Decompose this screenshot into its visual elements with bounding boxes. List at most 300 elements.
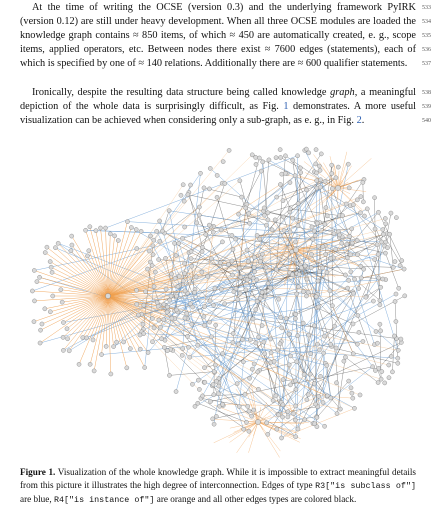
graph-node [323,222,327,226]
graph-node [355,198,359,202]
graph-node [266,211,270,215]
graph-node [134,288,138,292]
graph-node [213,286,217,290]
graph-node [195,221,199,225]
graph-node [207,223,211,227]
graph-node [236,212,240,216]
graph-node [150,340,154,344]
graph-node [198,171,202,175]
graph-node [211,230,215,234]
graph-node [279,315,283,319]
graph-node [388,232,392,236]
graph-node [397,286,401,290]
graph-node [274,394,278,398]
graph-node [259,169,263,173]
graph-node [325,214,329,218]
graph-node [251,317,255,321]
graph-node [237,404,241,408]
graph-node [109,372,113,376]
graph-node [219,287,223,291]
graph-node [151,252,155,256]
graph-node [244,206,248,210]
graph-node [212,393,216,397]
graph-node [396,361,400,365]
graph-edge [361,266,393,267]
graph-node [384,240,388,244]
graph-node [252,265,256,269]
graph-node [152,326,156,330]
graph-node [361,200,365,204]
graph-node [294,404,298,408]
graph-node [182,199,186,203]
graph-node [307,151,311,155]
graph-node [299,266,303,270]
graph-node [219,228,223,232]
graph-node [296,427,300,431]
graph-node [364,295,368,299]
graph-node [295,154,299,158]
graph-node [179,193,183,197]
graph-node [299,170,303,174]
graph-node [373,368,377,372]
graph-edge [71,251,108,296]
graph-node [153,270,157,274]
graph-node [314,162,318,166]
graph-node [315,415,319,419]
graph-node [361,180,365,184]
graph-node [147,249,151,253]
graph-node [138,333,142,337]
graph-node [337,233,341,237]
graph-edge [392,336,394,372]
graph-node [263,294,267,298]
graph-node [144,290,148,294]
graph-node [373,227,377,231]
graph-node [365,207,369,211]
graph-node [347,186,351,190]
graph-node [186,193,190,197]
graph-node [129,225,133,229]
graph-node [294,387,298,391]
graph-node [196,378,200,382]
graph-node [343,355,347,359]
graph-node [330,163,334,167]
graph-node [157,318,161,322]
graph-node [330,304,334,308]
graph-node [164,287,168,291]
graph-node [255,278,259,282]
graph-node [157,257,161,261]
graph-node [328,289,332,293]
graph-node [200,270,204,274]
graph-node [305,398,309,402]
graph-node [266,432,270,436]
graph-node [226,262,230,266]
knowledge-graph-figure [26,140,410,460]
graph-node [38,328,42,332]
caption-code-instance: R4["is instance of"] [53,495,155,505]
graph-node [334,247,338,251]
graph-node [346,286,350,290]
graph-node [362,214,366,218]
graph-node [174,253,178,257]
graph-node [347,379,351,383]
line-number: 533 [422,5,431,11]
graph-edge [319,307,332,346]
graph-node [323,179,327,183]
graph-node [355,238,359,242]
figure-ref-link-2[interactable]: 2 [356,115,362,126]
graph-node [292,412,296,416]
graph-node [375,243,379,247]
graph-node [265,421,269,425]
graph-node [272,359,276,363]
paragraph-text-2: , a meaningful depiction of the whole data is surprisingly difficult, as Fig. [20,87,416,112]
graph-node [231,273,235,277]
graph-node [194,275,198,279]
graph-node [345,242,349,246]
graph-node [165,349,169,353]
graph-node [254,307,258,311]
graph-node [81,335,85,339]
knowledge-graph-visualization [26,140,410,460]
graph-node [196,343,200,347]
graph-node [163,256,167,260]
graph-node [248,337,252,341]
graph-node [389,354,393,358]
graph-node [302,372,306,376]
graph-node [202,314,206,318]
graph-node [275,427,279,431]
graph-node [260,252,264,256]
graph-node [303,418,307,422]
graph-node [313,402,317,406]
graph-node [351,396,355,400]
graph-node [84,336,88,340]
caption-text-1: Visualization of the whole knowledge graph. While it is impossible to extract meaningful details from this picture it illustrates the high degree of interconnection. Edges of type [20,467,417,490]
graph-node [295,360,299,364]
graph-node [103,226,107,230]
graph-node [373,257,377,261]
graph-node [298,166,302,170]
graph-node [245,278,249,282]
graph-node [281,378,285,382]
graph-node [135,246,139,250]
graph-node [252,362,256,366]
graph-node [378,303,382,307]
graph-node [217,384,221,388]
graph-node [394,319,398,323]
graph-node [65,337,69,341]
graph-node [278,155,282,159]
graph-node [143,365,147,369]
graph-node [318,178,322,182]
graph-node [202,366,206,370]
graph-node [398,263,402,267]
graph-node [203,380,207,384]
graph-node [139,229,143,233]
graph-edge [309,188,338,206]
graph-node [238,291,242,295]
graph-node [159,337,163,341]
graph-node [192,290,196,294]
graph-node [239,195,243,199]
graph-node [218,261,222,265]
graph-node [304,188,308,192]
graph-node [307,333,311,337]
graph-node [151,244,155,248]
graph-node [396,348,400,352]
graph-node [371,299,375,303]
graph-node [83,228,87,232]
graph-node [65,327,69,331]
graph-node [99,352,103,356]
graph-node [182,261,186,265]
graph-node [266,281,270,285]
graph-node [286,415,290,419]
graph-edge [190,283,268,357]
graph-node [276,413,280,417]
graph-node [256,335,260,339]
graph-node [185,334,189,338]
graph-node [380,369,384,373]
graph-node [183,289,187,293]
graph-node [197,213,201,217]
graph-node [396,356,400,360]
graph-node [70,243,74,247]
graph-node [85,254,89,258]
graph-node [357,286,361,290]
graph-node [114,340,118,344]
graph-node [252,408,256,412]
graph-node [314,171,318,175]
paragraph-text-3: demonstrates. A more useful visualization can be achieved when considering only a sub-graph, as e. g., in Fig. [20,101,416,126]
graph-node [254,162,258,166]
graph-node [278,182,282,186]
graph-node [332,324,336,328]
graph-node [295,334,299,338]
graph-node [286,410,290,414]
graph-node [162,345,166,349]
graph-node [169,294,173,298]
graph-node [351,322,355,326]
graph-edge [212,386,251,416]
graph-node [269,286,273,290]
graph-node [49,265,53,269]
graph-node [394,292,398,296]
graph-node [308,372,312,376]
graph-node [359,264,363,268]
graph-node [220,240,224,244]
graph-node [301,290,305,294]
graph-node [221,351,225,355]
graph-node [352,277,356,281]
graph-node [59,288,63,292]
graph-node [264,223,268,227]
graph-node [134,227,138,231]
graph-node [351,291,355,295]
graph-node [200,249,204,253]
graph-node [293,418,297,422]
caption-text-2: are blue, [20,494,54,504]
graph-node [303,264,307,268]
graph-node [349,386,353,390]
graph-node [301,321,305,325]
graph-node [189,257,193,261]
graph-node [372,196,376,200]
graph-node [312,324,316,328]
graph-node [200,394,204,398]
graph-node [355,342,359,346]
graph-node [172,241,176,245]
graph-node [400,259,404,263]
graph-node [358,211,362,215]
graph-node [183,225,187,229]
graph-edge [323,353,324,402]
graph-node [375,341,379,345]
graph-node [329,396,333,400]
graph-node [387,376,391,380]
graph-node [374,329,378,333]
graph-node [231,331,235,335]
graph-edge [68,296,108,339]
graph-node [319,152,323,156]
graph-node [162,318,166,322]
graph-node [105,293,110,298]
graph-node [340,241,344,245]
graph-node [288,230,292,234]
graph-node [242,427,246,431]
graph-node [189,249,193,253]
graph-node [30,289,34,293]
graph-node [262,206,266,210]
graph-node [269,351,273,355]
graph-node [329,256,333,260]
figure-label: Figure 1. [20,467,56,477]
graph-node [383,251,387,255]
graph-node [235,382,239,386]
graph-node [212,369,216,373]
graph-edge [201,398,249,431]
graph-node [317,394,321,398]
graph-node [244,288,248,292]
graph-node [306,393,310,397]
graph-node [356,313,360,317]
graph-node [311,237,315,241]
graph-node [254,155,258,159]
graph-node [313,422,317,426]
graph-node [88,362,92,366]
graph-node [318,374,322,378]
graph-node [253,270,257,274]
graph-node [336,165,340,169]
graph-node [244,420,248,424]
figure-ref-link-1[interactable]: 1 [283,101,289,112]
graph-node [37,275,41,279]
graph-node [376,210,380,214]
graph-node [281,215,285,219]
graph-node [236,342,240,346]
graph-node [260,323,264,327]
graph-node [168,298,172,302]
graph-node [345,256,349,260]
graph-node [320,266,324,270]
graph-node [183,316,187,320]
graph-node [152,238,156,242]
graph-node [309,352,313,356]
graph-node [376,252,380,256]
graph-node [305,277,309,281]
paragraph-text-1: Ironically, despite the resulting data structure being called knowledge [32,87,331,98]
graph-node [48,259,52,263]
graph-node [316,244,320,248]
graph-node [269,337,273,341]
graph-node [185,311,189,315]
graph-node [237,266,241,270]
paragraph-intro: At the time of writing the OCSE (version 0.3) and the underlying framework PyIRK (version 0.12) are still under heavy development. When all three OCSE modules are loaded the knowledge graph contains ≈ 850 items, of which ≈ 450 are automatically created, e. g., scope items, applied operators, etc. Between nodes there exist ≈ 7600 edges (statements), each of which is specified by one of ≈ 140 relations. Additionally there are ≈ 600 qualifier statements. [20,2,416,69]
graph-edge [319,287,380,350]
graph-node [383,381,387,385]
graph-node [255,419,260,424]
graph-node [385,246,389,250]
graph-node [111,344,115,348]
graph-node [290,273,294,277]
caption-text-3: are orange and all other edges types are colored black. [154,494,357,504]
graph-node [306,290,310,294]
graph-node [389,211,393,215]
graph-node [183,271,187,275]
graph-edge [361,269,404,278]
graph-node [236,297,240,301]
graph-node [348,234,352,238]
graph-node [61,320,65,324]
graph-node [274,267,278,271]
graph-node [381,227,385,231]
graph-node [304,294,308,298]
graph-node [255,233,259,237]
graph-node [51,294,55,298]
graph-node [61,348,65,352]
graph-node [338,407,342,411]
graph-node [359,276,363,280]
graph-node [317,269,321,273]
graph-node [38,341,42,345]
graph-node [209,335,213,339]
graph-node [174,389,178,393]
graph-node [135,302,139,306]
graph-node [32,299,36,303]
graph-node [186,345,190,349]
graph-node [128,347,132,351]
graph-node [335,411,339,415]
graph-node [176,285,180,289]
graph-node [291,257,295,261]
graph-node [330,171,334,175]
graph-node [167,373,171,377]
graph-node [213,363,217,367]
graph-node [378,298,382,302]
graph-node [247,376,251,380]
graph-edge [316,234,390,404]
graph-node [208,299,212,303]
graph-node [346,162,350,166]
line-number: 534 [422,19,431,25]
graph-node [43,307,47,311]
graph-node [349,270,353,274]
graph-node [214,323,218,327]
graph-node [383,216,387,220]
graph-node [98,226,102,230]
